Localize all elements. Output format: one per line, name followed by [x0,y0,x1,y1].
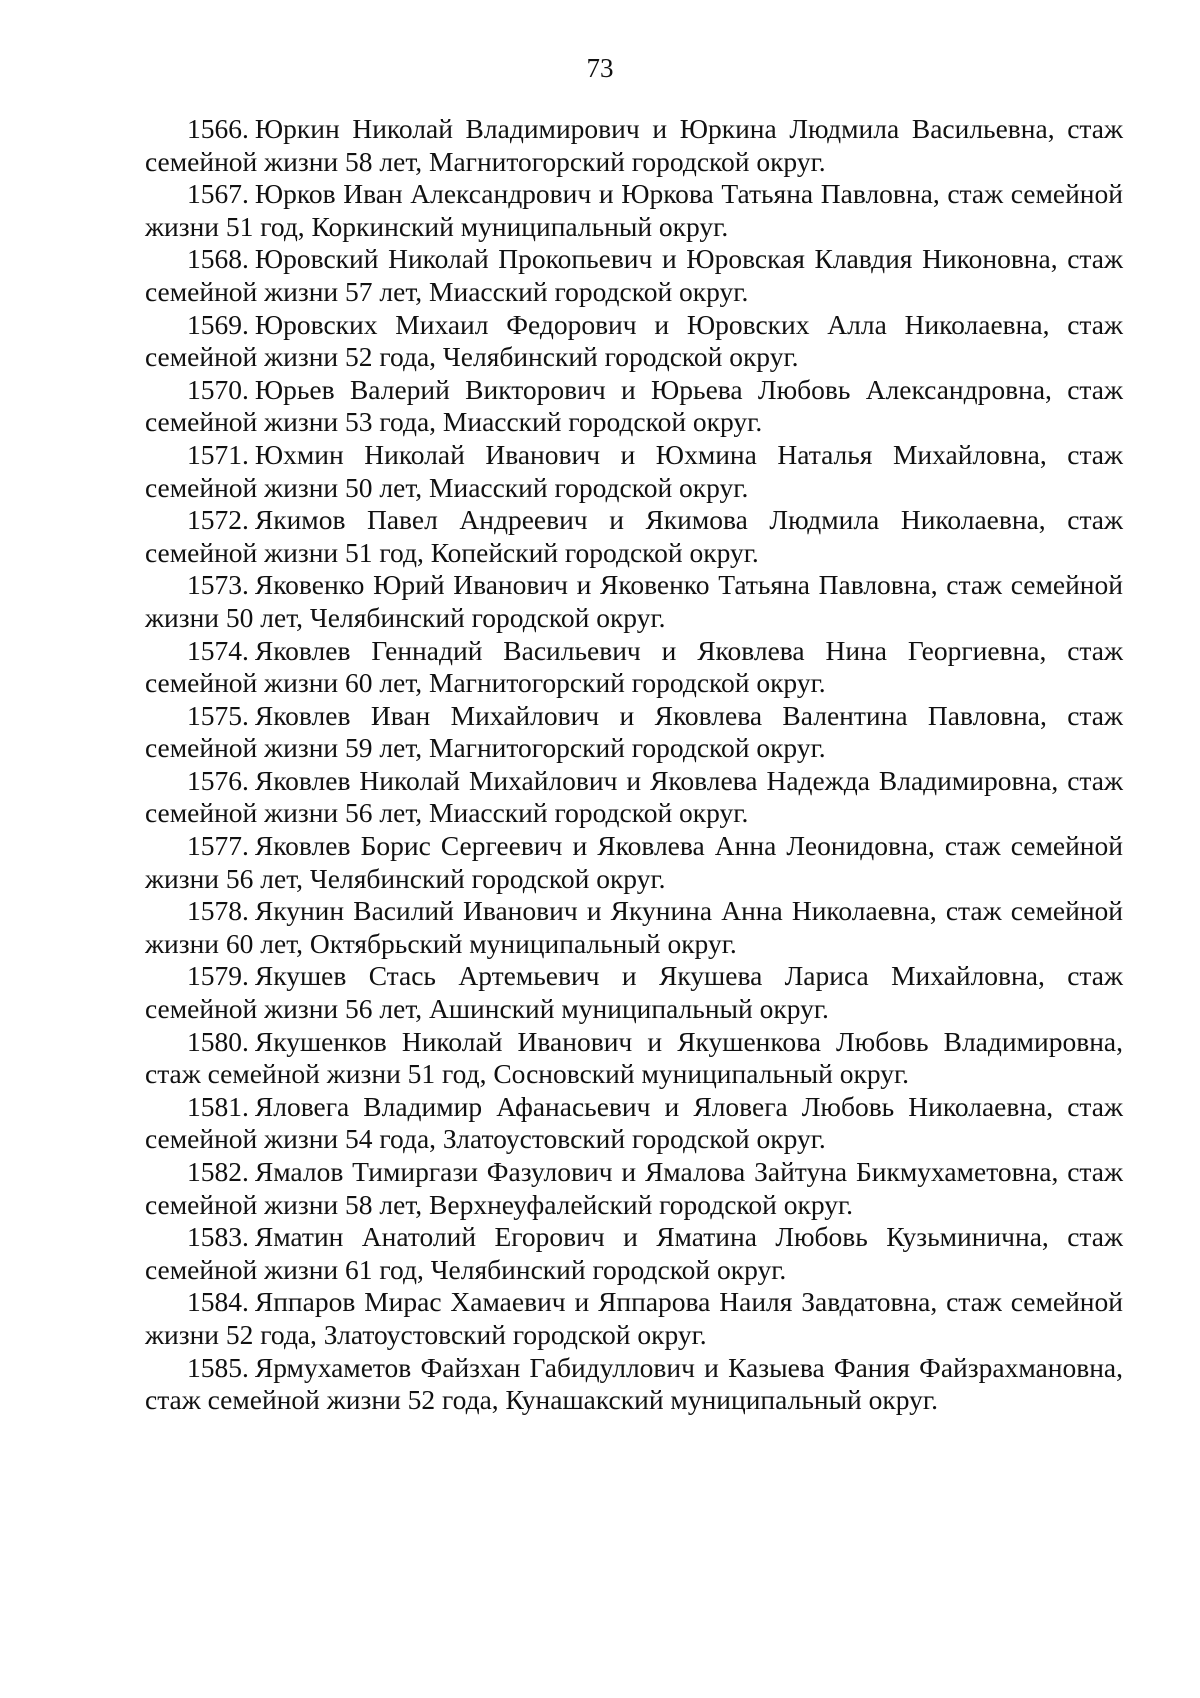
entry-text: Якушенков Николай Иванович и Якушенкова Любовь Владимировна, стаж семейной жизни 51 год, Сосновский муниципальный округ. [145,1025,1123,1090]
list-item [145,895,1123,960]
list-item [145,1091,1123,1156]
entry-number: 1570. [187,373,249,405]
entry-number: 1582. [187,1156,249,1187]
entry-number: 1568. [187,243,249,275]
entry-text: Ямалов Тимиргази Фазулович и Ямалова Зайтуна Бикмухаметовна, стаж семейной жизни 58 лет, Верхнеуфалейский городской округ. [145,1156,1123,1220]
entry-text: Яловега Владимир Афанасьевич и Яловега Любовь Николаевна, стаж семейной жизни 54 года, Златоустовский городской округ. [145,1090,1123,1155]
entry-text: Якунин Василий Иванович и Якунина Анна Николаевна, стаж семейной жизни 60 лет, Октябрьский муниципальный округ. [145,895,1123,959]
list-item [145,960,1123,1025]
list-item [145,243,1123,308]
list-item [145,700,1123,765]
list-item [145,309,1123,374]
list-item [145,765,1123,830]
entry-text: Юхмин Николай Иванович и Юхмина Наталья Михайловна, стаж семейной жизни 50 лет, Миасский городской округ. [145,438,1123,503]
list-item [145,504,1123,569]
list-item [145,439,1123,504]
entry-list [145,113,1123,1417]
entry-number: 1566. [187,113,249,144]
list-item [145,1026,1123,1091]
entry-text: Юровских Михаил Федорович и Юровских Алла Николаевна, стаж семейной жизни 52 года, Челябинский городской округ. [145,308,1123,373]
entry-text: Яковлев Николай Михайлович и Яковлева Надежда Владимировна, стаж семейной жизни 56 лет, Миасский городской округ. [145,764,1123,829]
entry-text: Яковлев Борис Сергеевич и Яковлева Анна Леонидовна, стаж семейной жизни 56 лет, Челябинский городской округ. [145,830,1123,894]
entry-number: 1578. [187,895,249,927]
entry-text: Якимов Павел Андреевич и Якимова Людмила Николаевна, стаж семейной жизни 51 год, Копейский городской округ. [145,504,1123,568]
list-item [145,1156,1123,1221]
entry-number: 1577. [187,830,249,862]
entry-text: Яковлев Геннадий Васильевич и Яковлева Нина Георгиевна, стаж семейной жизни 60 лет, Магнитогорский городской округ. [145,634,1123,699]
entry-number: 1569. [187,308,249,340]
entry-number: 1584. [187,1286,249,1318]
entry-number: 1567. [187,178,249,210]
list-item [145,1286,1123,1351]
entry-text: Якушев Стась Артемьевич и Якушева Лариса Михайловна, стаж семейной жизни 56 лет, Ашинский муниципальный округ. [145,960,1123,1025]
entry-number: 1575. [187,699,249,731]
entry-number: 1572. [187,504,249,536]
entry-number: 1581. [187,1090,249,1122]
entry-number: 1576. [187,764,249,796]
list-item [145,569,1123,634]
list-item [145,635,1123,700]
list-item [145,374,1123,439]
entry-number: 1579. [187,960,249,992]
entry-number: 1573. [187,569,249,601]
entry-number: 1571. [187,438,249,470]
entry-text: Яппаров Мирас Хамаевич и Яппарова Наиля Завдатовна, стаж семейной жизни 52 года, Златоустовский городской округ. [145,1286,1123,1350]
entry-text: Юркин Николай Владимирович и Юркина Людмила Васильевна, стаж семейной жизни 58 лет, Магнитогорский городской округ. [145,113,1123,177]
list-item [145,1221,1123,1286]
entry-number: 1583. [187,1221,249,1253]
entry-text: Яковенко Юрий Иванович и Яковенко Татьяна Павловна, стаж семейной жизни 50 лет, Челябинский городской округ. [145,569,1123,633]
entry-text: Юрьев Валерий Викторович и Юрьева Любовь Александровна, стаж семейной жизни 53 года, Миасский городской округ. [145,373,1123,438]
entry-number: 1574. [187,634,249,666]
entry-text: Яковлев Иван Михайлович и Яковлева Валентина Павловна, стаж семейной жизни 59 лет, Магнитогорский городской округ. [145,699,1123,764]
page-number: 73 [586,53,614,83]
list-item [145,178,1123,243]
entry-number: 1585. [187,1351,249,1383]
list-item [145,1352,1123,1417]
entry-number: 1580. [187,1025,249,1057]
entry-text: Ярмухаметов Файзхан Габидуллович и Казыева Фания Файзрахмановна, стаж семейной жизни 52 года, Кунашакский муниципальный округ. [145,1351,1123,1416]
entry-text: Юрков Иван Александрович и Юркова Татьяна Павловна, стаж семейной жизни 51 год, Коркинский муниципальный округ. [145,178,1123,242]
list-item [145,830,1123,895]
entry-text: Яматин Анатолий Егорович и Яматина Любовь Кузьминична, стаж семейной жизни 61 год, Челябинский городской округ. [145,1221,1123,1285]
entry-text: Юровский Николай Прокопьевич и Юровская Клавдия Никоновна, стаж семейной жизни 57 лет, Миасский городской округ. [145,243,1123,307]
list-item [145,113,1123,178]
